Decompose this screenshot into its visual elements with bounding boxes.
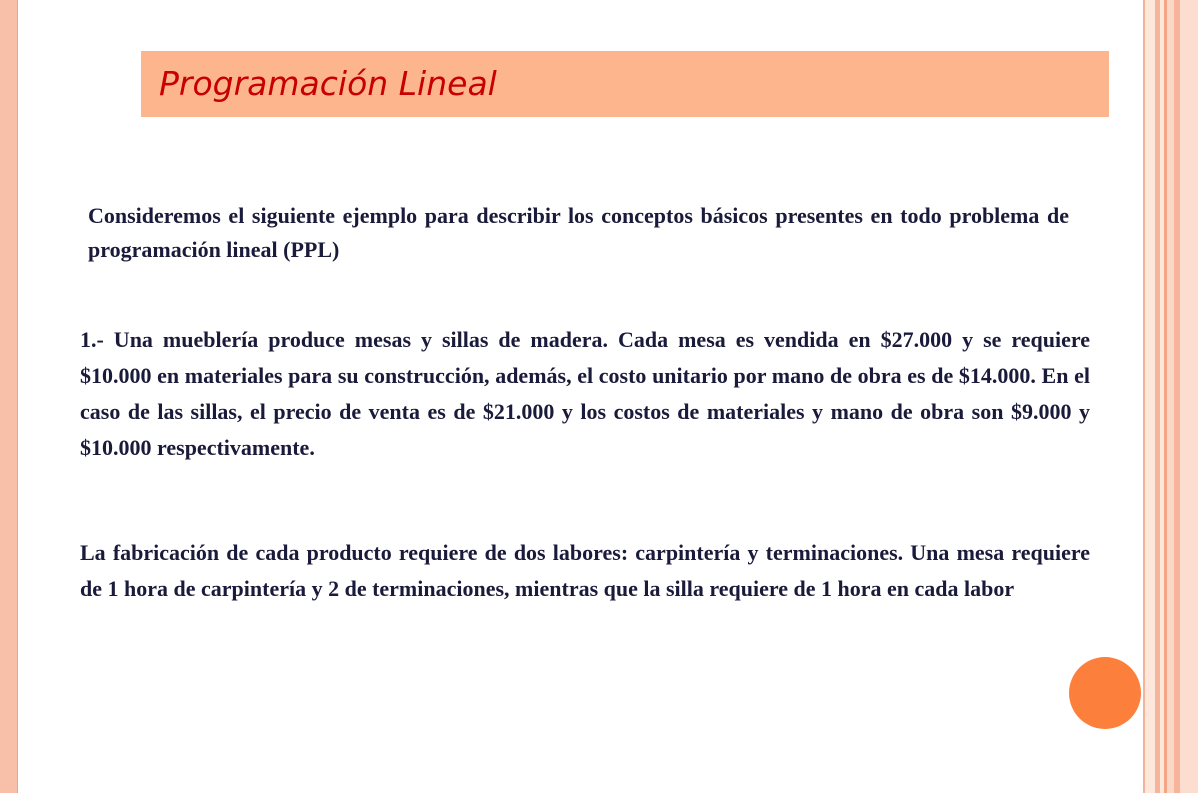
decorative-orange-circle — [1069, 657, 1141, 729]
slide-frame-left — [0, 0, 18, 793]
slide-frame-right — [1143, 0, 1198, 793]
labor-requirements-paragraph: La fabricación de cada producto requiere de dos labores: carpintería y terminaciones. Una mesa requiere de 1 hora de carpintería y 2 de terminaciones, mientras que la silla requiere de 1 hora en cada labor — [80, 540, 1090, 601]
intro-paragraph: Consideremos el siguiente ejemplo para describir los conceptos básicos presentes en todo problema de programación lineal (PPL) — [88, 203, 1069, 262]
slide-title: Programación Lineal — [159, 64, 497, 103]
frame-stripe — [1167, 0, 1174, 793]
title-bar — [141, 51, 1109, 117]
frame-stripe — [1180, 0, 1198, 793]
frame-stripe — [1145, 0, 1155, 793]
problem-statement-paragraph: 1.- Una mueblería produce mesas y sillas de madera. Cada mesa es vendida en $27.000 y se requiere $10.000 en materiales para su construcción, además, el costo unitario por mano de obra es de $14.000. En el caso de las sillas, el precio de venta es de $21.000 y los costos de materiales y mano de obra son $9.000 y $10.000 respectivamente. — [80, 327, 1090, 460]
